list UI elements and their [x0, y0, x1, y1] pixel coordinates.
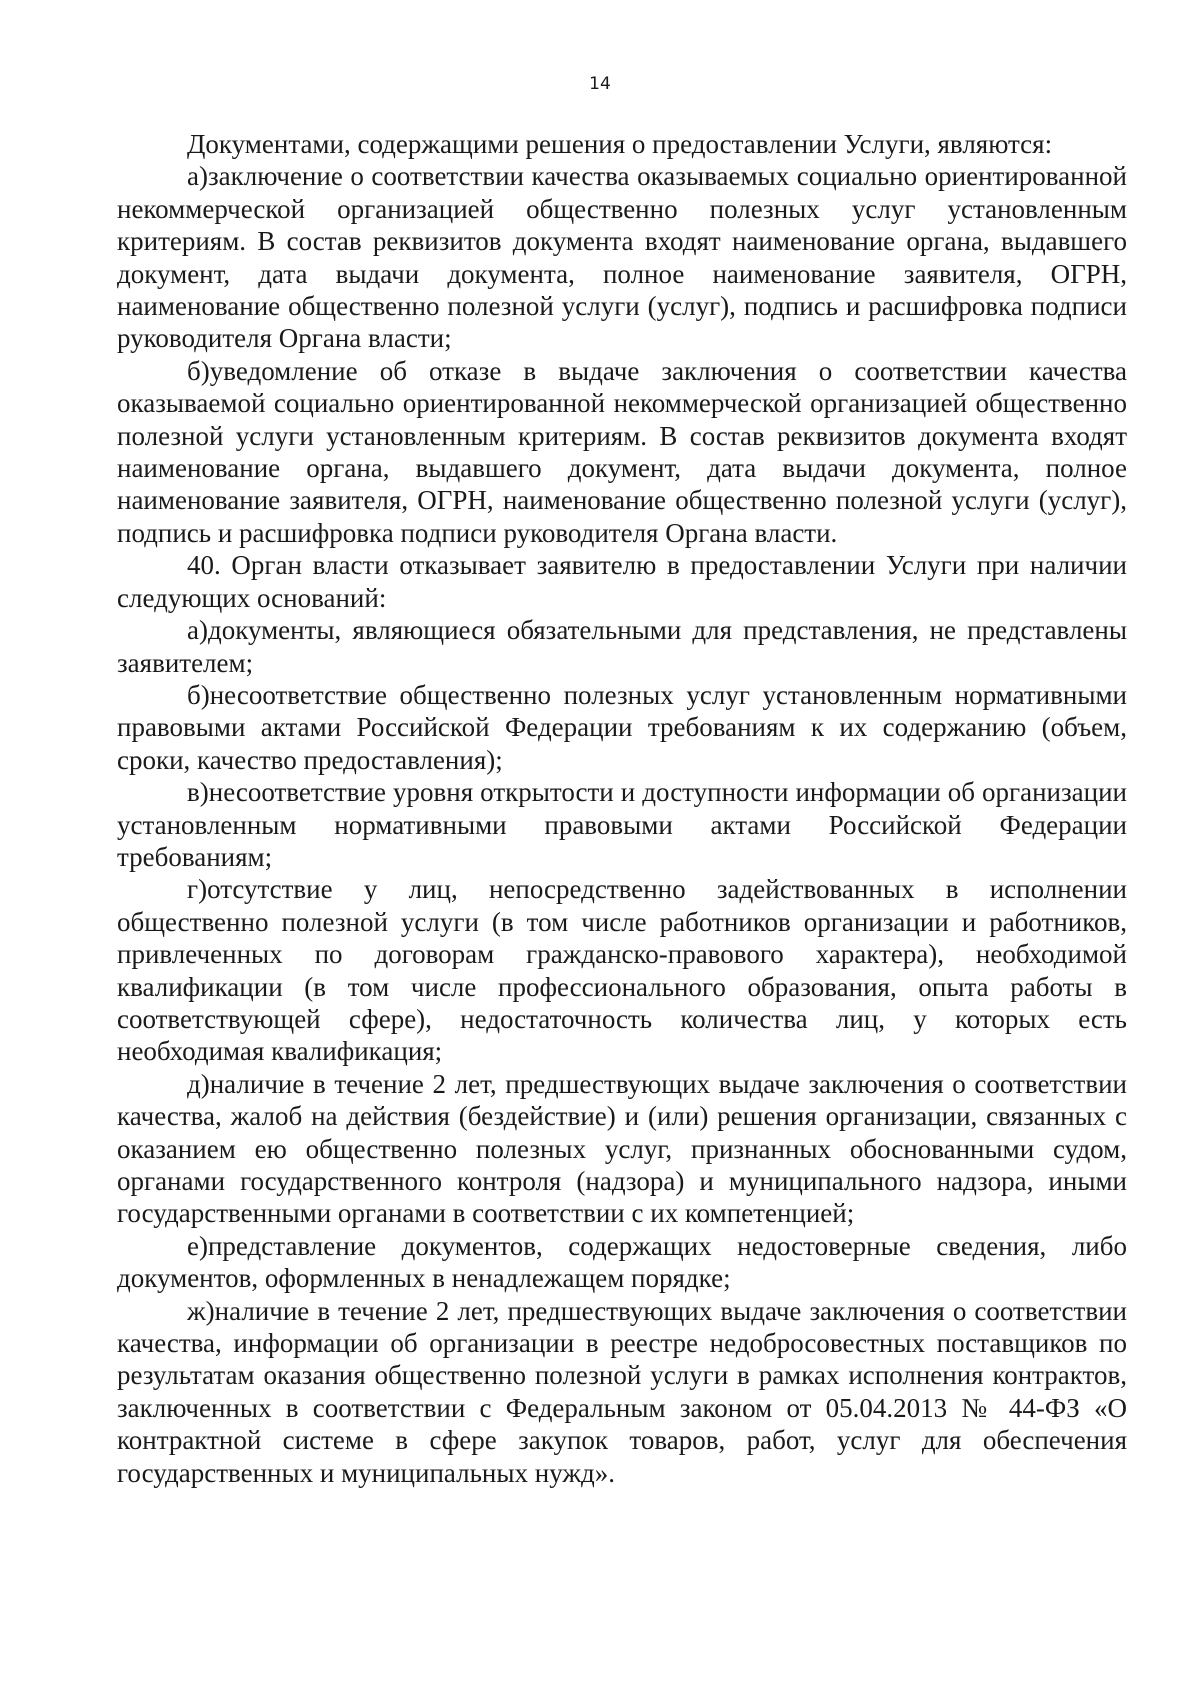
list-marker: ж) [187, 1295, 215, 1326]
list-marker: в) [187, 777, 209, 808]
list-marker: а) [187, 615, 208, 646]
page-number: 14 [589, 74, 611, 94]
paragraph-text: наличие в течение 2 лет, предшествующих выдаче заключения о соответствии качества, жалоб на действия (бездействие) и (или) решения организации, связанных с оказанием ею общественно полезных услуг, признанных обоснованными судом, органами государственного контроля (надзора) и муниципального надзора, иными государственными органами в соответствии с их компетенцией; [117, 1068, 1127, 1229]
paragraph-text: несоответствие общественно полезных услуг установленным нормативными правовыми актами Российской Федерации требованиям к их содержанию (объем, сроки, качество предоставления); [117, 679, 1127, 775]
list-item-g-qualification [117, 873, 1127, 1067]
list-marker: д) [187, 1068, 210, 1099]
list-marker: а) [187, 161, 208, 192]
paragraph-text: 40. Орган власти отказывает заявителю в предоставлении Услуги при наличии следующих оснований: [117, 550, 1127, 613]
list-marker: б) [187, 355, 210, 386]
list-marker: г) [187, 874, 208, 905]
document-body [117, 128, 1127, 1489]
paragraph-text: несоответствие уровня открытости и доступности информации об организации установленным нормативными правовыми актами Российской Федерации требованиям; [117, 777, 1127, 872]
list-item-v-openness [117, 776, 1127, 873]
list-marker: б) [187, 679, 210, 710]
intro-paragraph [117, 128, 1127, 160]
clause-40-paragraph [117, 549, 1127, 614]
list-item-b-nonconformity [117, 679, 1127, 776]
paragraph-text: представление документов, содержащих недостоверные сведения, либо документов, оформленных в ненадлежащем порядке; [117, 1230, 1127, 1294]
paragraph-text: наличие в течение 2 лет, предшествующих выдаче заключения о соответствии качества, информации об организации в реестре недобросовестных поставщиков по результатам оказания общественно полезной услуги в рамках исполнения контрактов, заключенных в соответствии с Федеральным законом от 05.04.2013 № 44-ФЗ «О контрактной системе в сфере закупок товаров, работ, услуг для обеспечения государственных и муниципальных нужд». [117, 1295, 1127, 1488]
list-marker: е) [187, 1230, 208, 1261]
list-item-d-complaints [117, 1068, 1127, 1230]
paragraph-text: заключение о соответствии качества оказываемых социально ориентированной некоммерческой организацией общественно полезных услуг установленным критериям. В состав реквизитов документа входят наименование органа, выдавшего документ, дата выдачи документа, полное наименование заявителя, ОГРН, наименование общественно полезной услуги (услуг), подпись и расшифровка подписи руководителя Органа власти; [117, 161, 1127, 354]
list-item-e-false-info [117, 1230, 1127, 1295]
list-item-zh-registry [117, 1295, 1127, 1489]
paragraph-text: уведомление об отказе в выдаче заключения о соответствии качества оказываемой социально ориентированной некоммерческой организацией общественно полезной услуги установленным критериям. В состав реквизитов документа входят наименование органа, выдавшего документ, дата выдачи документа, полное наименование заявителя, ОГРН, наименование общественно полезной услуги (услуг), подпись и расшифровка подписи руководителя Органа власти. [117, 355, 1127, 548]
paragraph-text: документы, являющиеся обязательными для представления, не представлены заявителем; [117, 615, 1127, 678]
list-item-a-conclusion [117, 160, 1127, 354]
list-item-a-documents [117, 614, 1127, 679]
paragraph-text: Документами, содержащими решения о предоставлении Услуги, являются: [187, 129, 1053, 159]
paragraph-text: отсутствие у лиц, непосредственно задействованных в исполнении общественно полезной услуги (в том числе работников организации и работников, привлеченных по договорам гражданско-правового характера), необходимой квалификации (в том числе профессионального образования, опыта работы в соответствующей сфере), недостаточность количества лиц, у которых есть необходимая квалификация; [117, 874, 1127, 1067]
list-item-b-refusal-notice [117, 355, 1127, 549]
